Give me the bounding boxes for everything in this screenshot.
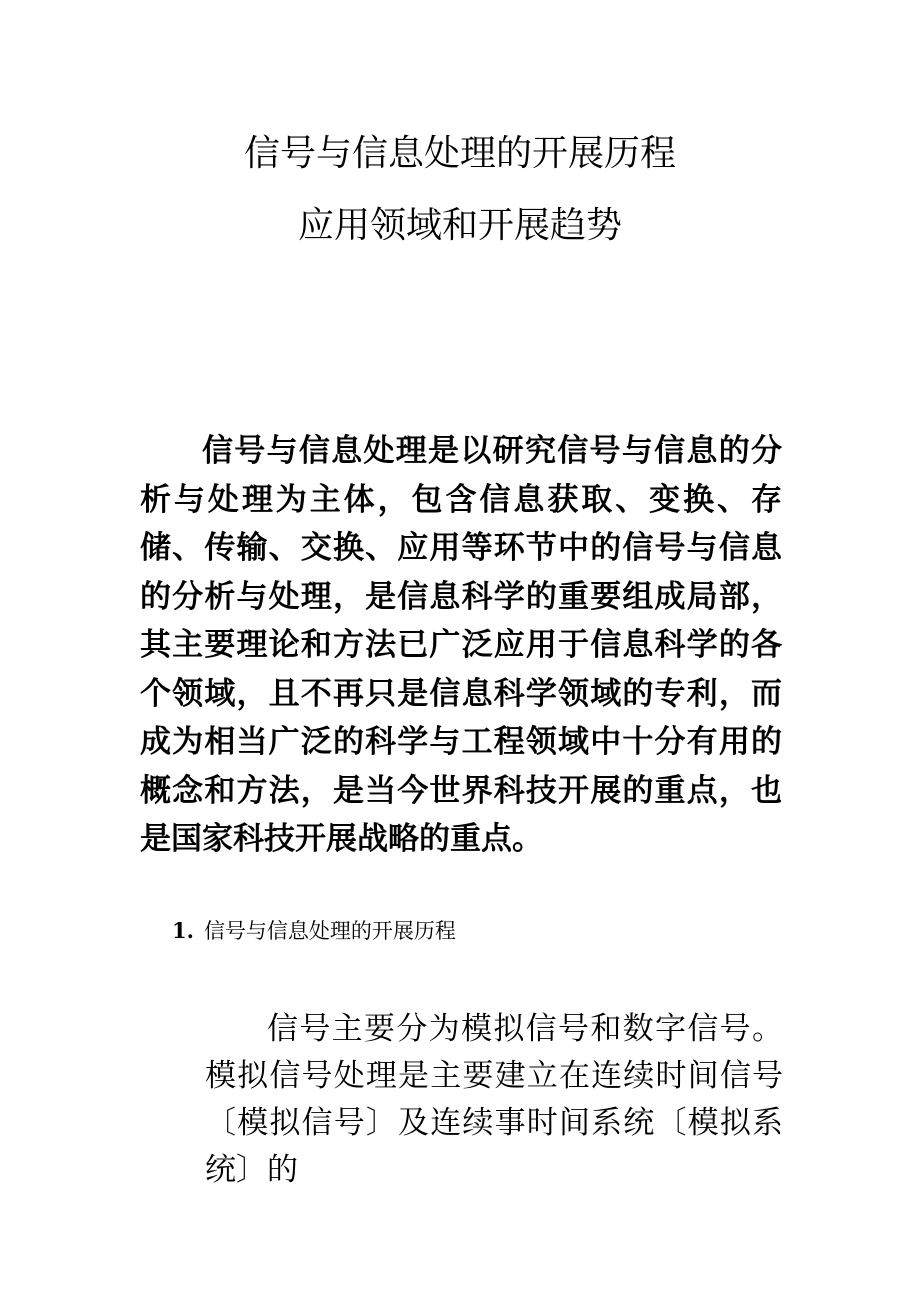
section-1-heading-text: 信号与信息处理的开展历程 — [203, 919, 456, 943]
section-1-number: 1. — [172, 918, 194, 943]
intro-paragraph: 信号与信息处理是以研究信号与信息的分析与处理为主体，包含信息获取、变换、存储、传输、交换、应用等环节中的信号与信息的分析与处理，是信息科学的重要组成局部，其主要理论和方法已广泛应用于信息科学的各个领域，且不再只是信息科学领域的专利，而成为相当广泛的科学与工程领域中十分有用的概念和方法，是当今世界科技开展的重点，也是国家科技开展战略的重点。 — [140, 433, 782, 857]
title-line-1: 信号与信息处理的开展历程 — [243, 133, 676, 174]
document-title — [0, 118, 920, 262]
section-1-heading — [172, 914, 456, 948]
section-1-paragraph: 信号主要分为模拟信号和数字信号。模拟信号处理是主要建立在连续时间信号〔模拟信号〕及连续事时间系统〔模拟系统〕的 — [205, 1011, 783, 1188]
title-line-2: 应用领域和开展趋势 — [297, 205, 622, 246]
